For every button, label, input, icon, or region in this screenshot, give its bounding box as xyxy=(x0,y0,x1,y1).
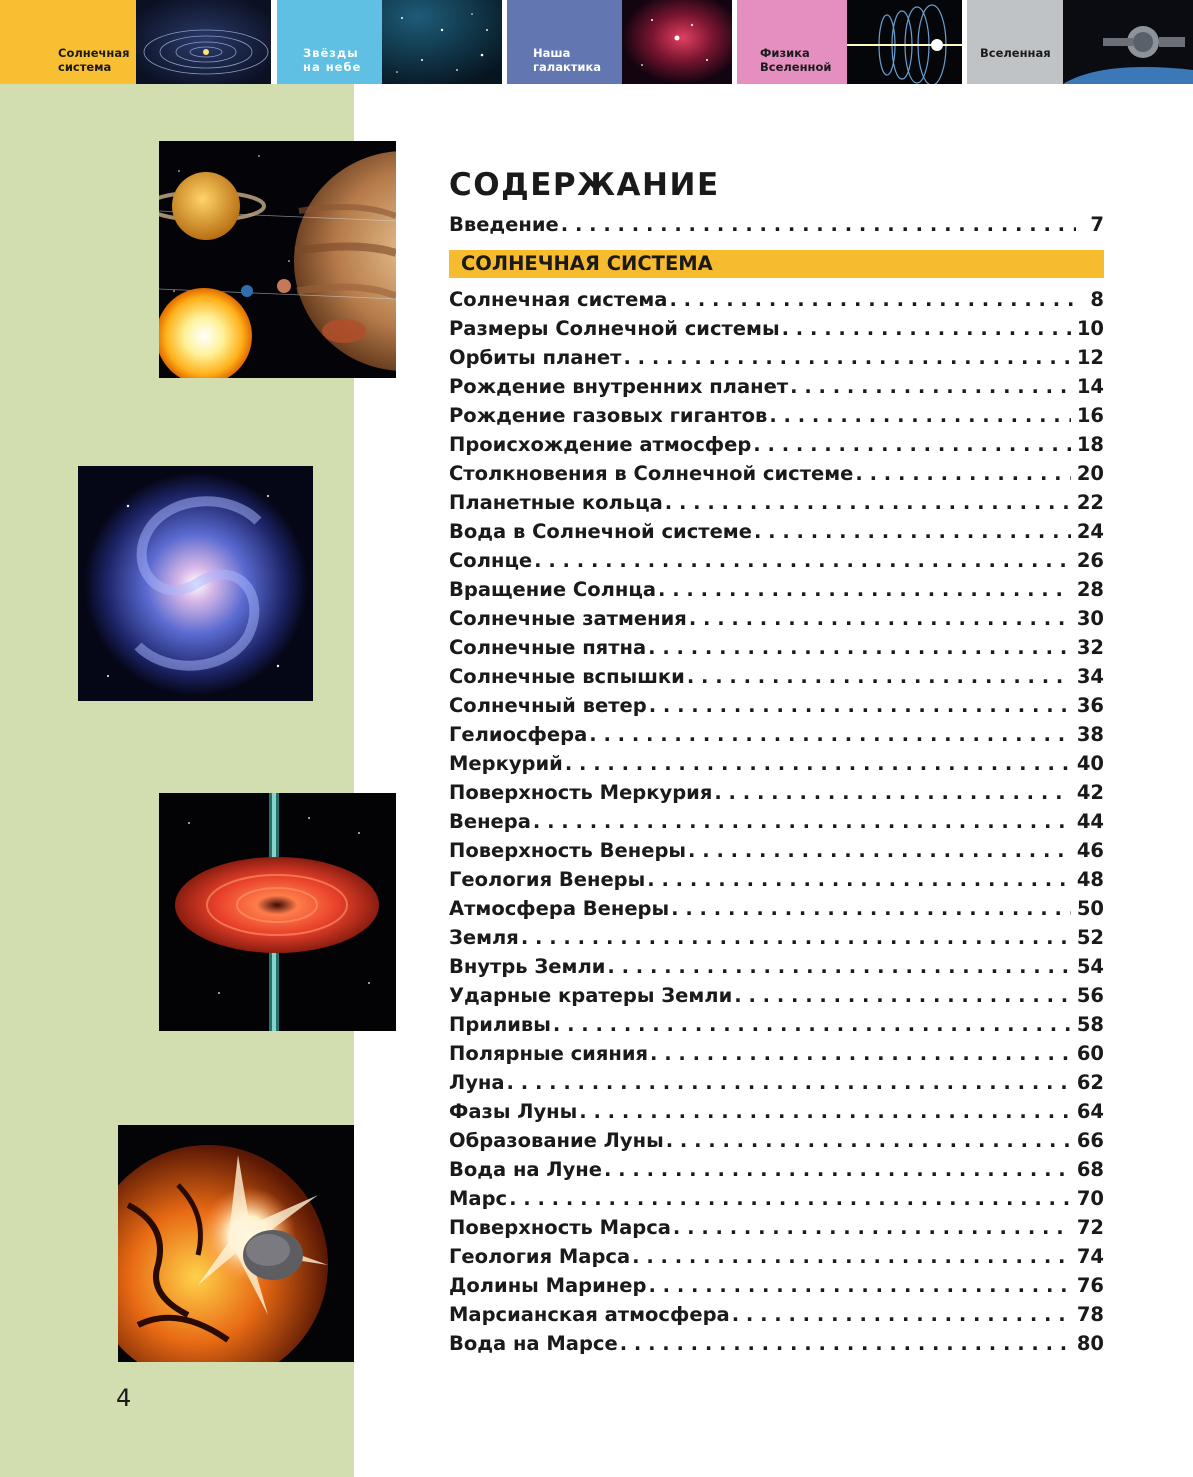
protostar-disk-jet-photo xyxy=(159,793,396,1031)
toc-entry-title: Геология Венеры xyxy=(449,868,646,891)
toc-entry-page: 64 xyxy=(1076,1100,1104,1123)
toc-entry[interactable] xyxy=(449,807,1104,836)
dot-leader xyxy=(650,1039,1071,1068)
toc-entry[interactable] xyxy=(449,488,1104,517)
toc-entry-page: 10 xyxy=(1076,317,1104,340)
toc-entry-title: Марс xyxy=(449,1187,508,1210)
toc-entry-page: 24 xyxy=(1076,520,1104,543)
toc-entry-title: Поверхность Марса xyxy=(449,1216,671,1239)
toc-entry-page: 70 xyxy=(1076,1187,1104,1210)
dot-leader xyxy=(665,488,1071,517)
dot-leader xyxy=(632,1242,1071,1271)
toc-entry-page: 52 xyxy=(1076,926,1104,949)
toc-entry[interactable] xyxy=(449,604,1104,633)
dot-leader xyxy=(589,720,1071,749)
toc-entry-page: 48 xyxy=(1076,868,1104,891)
dot-leader xyxy=(534,546,1071,575)
toc-entry[interactable] xyxy=(449,1271,1104,1300)
toc-entry-page: 38 xyxy=(1076,723,1104,746)
dot-leader xyxy=(790,372,1071,401)
toc-entry-page: 68 xyxy=(1076,1158,1104,1181)
tab-physics[interactable] xyxy=(737,0,962,84)
tab-universe[interactable] xyxy=(967,0,1193,84)
toc-entry-page: 30 xyxy=(1076,607,1104,630)
toc-entry-title: Планетные кольца xyxy=(449,491,663,514)
star-field-icon xyxy=(382,0,502,84)
toc-entry[interactable] xyxy=(449,401,1104,430)
toc-entry-page: 42 xyxy=(1076,781,1104,804)
dot-leader xyxy=(507,1068,1071,1097)
tab-label: Наша галактика xyxy=(533,46,602,74)
toc-entry-title: Вода на Марсе xyxy=(449,1332,618,1355)
toc-entry-title: Внутрь Земли xyxy=(449,955,606,978)
dot-leader xyxy=(855,459,1070,488)
solar-system-planets-photo xyxy=(159,141,396,378)
toc-entry-page: 12 xyxy=(1076,346,1104,369)
toc-entry-title: Атмосфера Венеры xyxy=(449,897,670,920)
toc-entry-page: 7 xyxy=(1090,213,1104,236)
toc-entry-page: 16 xyxy=(1076,404,1104,427)
dot-leader xyxy=(782,314,1071,343)
dot-leader xyxy=(753,430,1071,459)
toc-entry-title: Меркурий xyxy=(449,752,563,775)
wave-spiral-icon xyxy=(847,0,962,84)
toc-entry-list xyxy=(449,285,1104,1358)
dot-leader xyxy=(754,517,1071,546)
toc-entry-title: Вода в Солнечной системе xyxy=(449,520,752,543)
tab-stars[interactable] xyxy=(277,0,502,84)
toc-entry-page: 22 xyxy=(1076,491,1104,514)
toc-entry[interactable] xyxy=(449,778,1104,807)
dot-leader xyxy=(553,1010,1071,1039)
toc-entry-title: Геология Марса xyxy=(449,1245,631,1268)
toc-entry-page: 62 xyxy=(1076,1071,1104,1094)
toc-entry[interactable] xyxy=(449,1068,1104,1097)
toc-entry-title: Приливы xyxy=(449,1013,551,1036)
table-of-contents xyxy=(449,160,1104,1358)
toc-title: СОДЕРЖАНИЕ xyxy=(449,167,720,203)
dot-leader xyxy=(666,1126,1071,1155)
dot-leader xyxy=(689,604,1071,633)
toc-entry[interactable] xyxy=(449,836,1104,865)
toc-entry-title: Фазы Луны xyxy=(449,1100,578,1123)
toc-entry-title: Солнечный ветер xyxy=(449,694,647,717)
toc-entry-page: 50 xyxy=(1076,897,1104,920)
dot-leader xyxy=(658,575,1071,604)
toc-entry-title: Происхождение атмосфер xyxy=(449,433,752,456)
toc-entry-title: Венера xyxy=(449,810,531,833)
toc-entry[interactable] xyxy=(449,691,1104,720)
toc-entry-title: Солнце xyxy=(449,549,533,572)
toc-entry-page: 40 xyxy=(1076,752,1104,775)
dot-leader xyxy=(648,633,1071,662)
dot-leader xyxy=(669,285,1076,314)
toc-entry-title: Вода на Луне xyxy=(449,1158,602,1181)
toc-entry-title: Полярные сияния xyxy=(449,1042,648,1065)
toc-entry-page: 78 xyxy=(1076,1303,1104,1326)
dot-leader xyxy=(521,923,1071,952)
toc-entry-page: 58 xyxy=(1076,1013,1104,1036)
tab-solar-system[interactable] xyxy=(0,0,271,84)
toc-entry-page: 80 xyxy=(1076,1332,1104,1355)
toc-entry-page: 18 xyxy=(1076,433,1104,456)
tab-label: Физика Вселенной xyxy=(760,46,832,74)
tab-label: Солнечная система xyxy=(58,46,130,74)
toc-entry-title: Вращение Солнца xyxy=(449,578,656,601)
toc-entry[interactable] xyxy=(449,1329,1104,1358)
toc-entry-title: Марсианская атмосфера xyxy=(449,1303,730,1326)
toc-entry-page: 46 xyxy=(1076,839,1104,862)
toc-entry-page: 44 xyxy=(1076,810,1104,833)
toc-entry[interactable] xyxy=(449,343,1104,372)
toc-entry-page: 34 xyxy=(1076,665,1104,688)
toc-entry-title: Луна xyxy=(449,1071,505,1094)
toc-entry[interactable] xyxy=(449,1010,1104,1039)
dot-leader xyxy=(607,952,1070,981)
dot-leader xyxy=(688,836,1071,865)
dot-leader xyxy=(565,749,1071,778)
section-heading-bar: СОЛНЕЧНАЯ СИСТЕМА xyxy=(449,250,1104,278)
dot-leader xyxy=(671,894,1071,923)
toc-entry[interactable] xyxy=(449,285,1104,314)
toc-entry[interactable] xyxy=(449,749,1104,778)
section-tabs xyxy=(0,0,1193,84)
toc-entry-title: Образование Луны xyxy=(449,1129,664,1152)
toc-entry[interactable] xyxy=(449,314,1104,343)
toc-entry[interactable] xyxy=(449,981,1104,1010)
toc-entry[interactable] xyxy=(449,459,1104,488)
dot-leader xyxy=(579,1097,1071,1126)
toc-entry[interactable] xyxy=(449,372,1104,401)
toc-entry[interactable] xyxy=(449,575,1104,604)
dot-leader xyxy=(673,1213,1071,1242)
tab-label: Звёзды на небе xyxy=(303,46,362,74)
solar-system-orbits-icon xyxy=(136,0,271,84)
toc-entry[interactable] xyxy=(449,430,1104,459)
toc-entry-page: 60 xyxy=(1076,1042,1104,1065)
toc-entry-page: 74 xyxy=(1076,1245,1104,1268)
toc-entry[interactable] xyxy=(449,1097,1104,1126)
toc-entry-title: Введение xyxy=(449,213,559,236)
tab-label: Вселенная xyxy=(980,46,1051,60)
toc-entry[interactable] xyxy=(449,517,1104,546)
dot-leader xyxy=(561,210,1076,239)
toc-entry-title: Земля xyxy=(449,926,519,949)
toc-entry-page: 72 xyxy=(1076,1216,1104,1239)
toc-entry[interactable] xyxy=(449,1213,1104,1242)
toc-entry-page: 8 xyxy=(1090,288,1104,311)
toc-entry-title: Столкновения в Солнечной системе xyxy=(449,462,854,485)
toc-entry[interactable] xyxy=(449,1300,1104,1329)
dot-leader xyxy=(647,865,1071,894)
toc-entry-page: 26 xyxy=(1076,549,1104,572)
toc-entry-title: Ударные кратеры Земли xyxy=(449,984,733,1007)
dot-leader xyxy=(533,807,1071,836)
toc-entry-title: Размеры Солнечной системы xyxy=(449,317,780,340)
toc-entry-title: Рождение газовых гигантов xyxy=(449,404,768,427)
toc-entry-intro[interactable] xyxy=(449,210,1104,239)
toc-entry-title: Гелиосфера xyxy=(449,723,588,746)
toc-entry[interactable] xyxy=(449,894,1104,923)
toc-entry-title: Поверхность Венеры xyxy=(449,839,687,862)
toc-entry[interactable] xyxy=(449,546,1104,575)
dot-leader xyxy=(509,1184,1071,1213)
tab-galaxy[interactable] xyxy=(507,0,732,84)
toc-entry[interactable] xyxy=(449,662,1104,691)
toc-entry-page: 66 xyxy=(1076,1129,1104,1152)
toc-entry-title: Рождение внутренних планет xyxy=(449,375,789,398)
dot-leader xyxy=(620,1329,1071,1358)
toc-entry[interactable] xyxy=(449,1184,1104,1213)
dot-leader xyxy=(687,662,1071,691)
toc-entry[interactable] xyxy=(449,1039,1104,1068)
spacecraft-icon xyxy=(1063,0,1193,84)
toc-entry-title: Солнечные затмения xyxy=(449,607,687,630)
galaxy-nebula-icon xyxy=(622,0,732,84)
toc-entry[interactable] xyxy=(449,1242,1104,1271)
toc-entry[interactable] xyxy=(449,923,1104,952)
page-number: 4 xyxy=(116,1384,132,1412)
dot-leader xyxy=(623,343,1070,372)
toc-entry[interactable] xyxy=(449,865,1104,894)
dot-leader xyxy=(604,1155,1071,1184)
toc-entry-title: Солнечные пятна xyxy=(449,636,647,659)
toc-entry-page: 76 xyxy=(1076,1274,1104,1297)
dot-leader xyxy=(769,401,1071,430)
dot-leader xyxy=(649,691,1071,720)
dot-leader xyxy=(732,1300,1071,1329)
toc-entry-page: 20 xyxy=(1076,462,1104,485)
toc-entry-page: 32 xyxy=(1076,636,1104,659)
asteroid-impact-planet-photo xyxy=(118,1125,354,1362)
spiral-galaxy-photo xyxy=(78,466,313,701)
toc-entry-page: 54 xyxy=(1076,955,1104,978)
toc-entry-page: 28 xyxy=(1076,578,1104,601)
toc-entry-page: 56 xyxy=(1076,984,1104,1007)
toc-entry-title: Солнечная система xyxy=(449,288,668,311)
toc-entry[interactable] xyxy=(449,952,1104,981)
dot-leader xyxy=(648,1271,1070,1300)
toc-entry[interactable] xyxy=(449,633,1104,662)
toc-entry-title: Поверхность Меркурия xyxy=(449,781,713,804)
toc-entry-title: Орбиты планет xyxy=(449,346,622,369)
toc-entry[interactable] xyxy=(449,720,1104,749)
toc-entry-page: 14 xyxy=(1076,375,1104,398)
toc-entry-title: Долины Маринер xyxy=(449,1274,647,1297)
dot-leader xyxy=(714,778,1071,807)
toc-entry[interactable] xyxy=(449,1126,1104,1155)
toc-entry-page: 36 xyxy=(1076,694,1104,717)
toc-entry[interactable] xyxy=(449,1155,1104,1184)
dot-leader xyxy=(734,981,1071,1010)
toc-entry-title: Солнечные вспышки xyxy=(449,665,685,688)
